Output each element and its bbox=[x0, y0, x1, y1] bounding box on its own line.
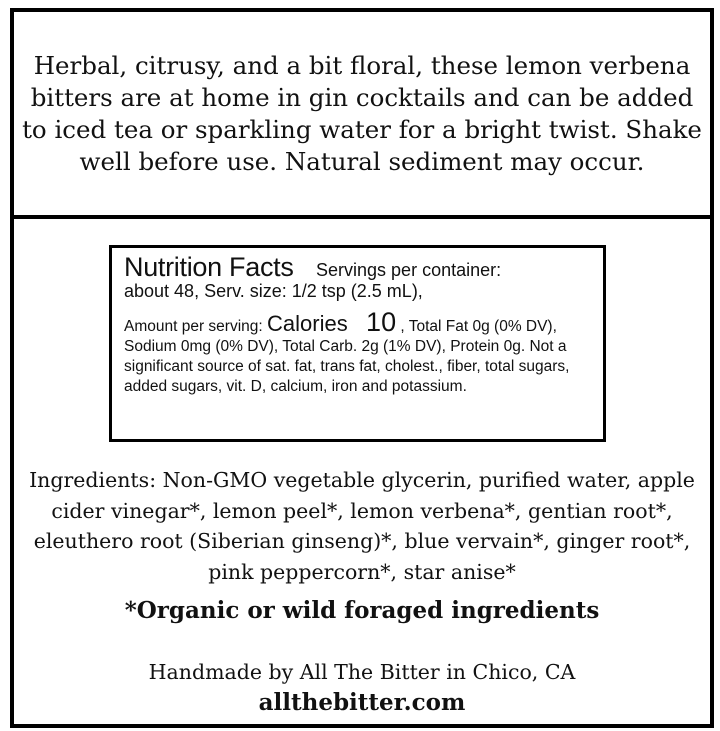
calories-label: Calories bbox=[267, 311, 348, 336]
servings-per-container: Servings per container: bbox=[316, 260, 502, 280]
website-url: allthebitter.com bbox=[258, 689, 466, 716]
maker-line: Handmade by All The Bitter in Chico, CA bbox=[148, 660, 576, 684]
nutrient-details: , Total Fat 0g (0% DV), Sodium 0mg (0% DV), Total Carb. 2g (1% DV), Protein 0g. Not a significant source of sat. fat, trans fat, cholest., fiber, total sugars, added sugars, vit. D, calcium, iron and potassium. bbox=[124, 318, 570, 395]
label-border bbox=[10, 8, 714, 728]
description-section bbox=[14, 12, 710, 219]
organic-note: *Organic or wild foraged ingredients bbox=[124, 597, 600, 624]
nutrition-facts-title: Nutrition Facts bbox=[124, 252, 294, 282]
calories-value: 10 bbox=[366, 307, 397, 337]
nutrition-header-row bbox=[124, 252, 591, 282]
details-section bbox=[14, 219, 710, 724]
serving-size-line: about 48, Serv. size: 1/2 tsp (2.5 mL), bbox=[124, 281, 423, 301]
nutrition-facts-panel bbox=[109, 245, 606, 442]
nutrition-body bbox=[124, 307, 591, 397]
amount-per-serving-label: Amount per serving: bbox=[124, 318, 263, 335]
ingredients-list: Ingredients: Non-GMO vegetable glycerin, purified water, apple cider vinegar*, lemon peel*, lemon verbena*, gentian root*, eleuthero root (Siberian ginseng)*, blue vervain*, ginger root*, pink peppercorn*, star anise* bbox=[29, 468, 695, 584]
product-description: Herbal, citrusy, and a bit floral, these lemon verbena bitters are at home in gin cocktails and can be added to iced tea or sparkling water for a bright twist. Shake well before use. Natural sediment may occur. bbox=[22, 50, 702, 176]
